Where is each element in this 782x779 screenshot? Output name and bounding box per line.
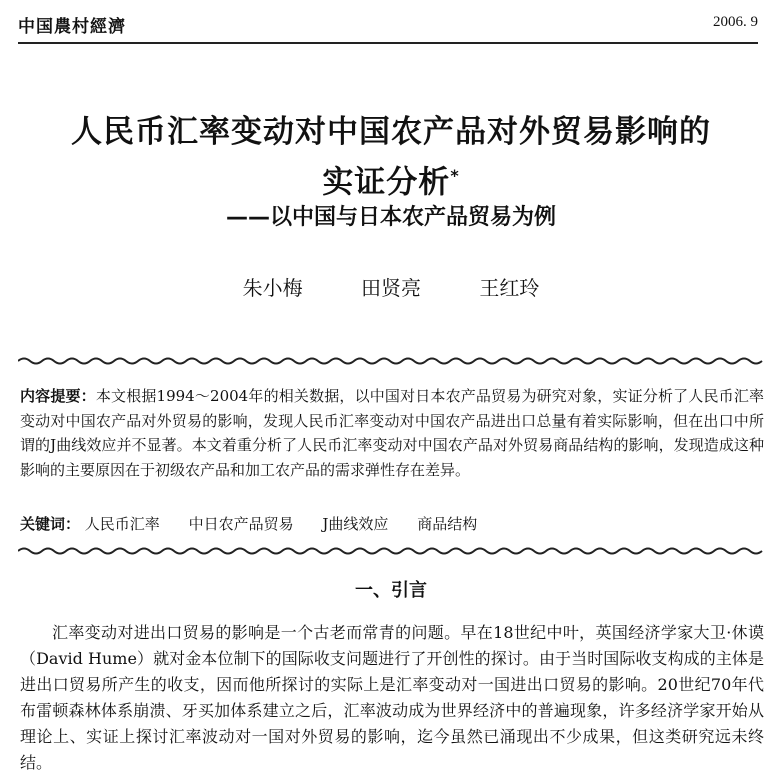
keyword: 中日农产品贸易 — [188, 515, 294, 533]
article-title — [0, 110, 782, 204]
wave-divider-top — [18, 356, 766, 366]
abstract-text: 本文根据1994～2004年的相关数据，以中国对日本农产品贸易为研究对象，实证分析了人民币汇率变动对中国农产品对外贸易的影响，发现人民币汇率变动对中国农产品进出口总量有着实际影响，但在出口中所谓的J曲线效应并不显著。本文着重分析了人民币汇率变动对中国农产品对外贸易商品结构的影响，发现造成这种影响的主要原因在于初级农产品和加工农产品的需求弹性存在差异。 — [20, 387, 764, 479]
wave-divider-bottom — [18, 546, 766, 556]
author-list — [0, 272, 782, 301]
author-name: 朱小梅 — [242, 276, 303, 300]
issue-date: 2006. 9 — [713, 14, 758, 30]
abstract — [20, 384, 764, 482]
keyword: J曲线效应 — [322, 515, 389, 533]
author-name: 田贤亮 — [361, 276, 421, 300]
keywords-label: 关键词： — [20, 515, 81, 533]
abstract-label: 内容提要： — [20, 387, 96, 405]
body-paragraph: 汇率变动对进出口贸易的影响是一个古老而常青的问题。早在18世纪中叶，英国经济学家大卫·休谟（David Hume）就对金本位制下的国际收支问题进行了开创性的探讨。由于当时国际收支构成的主体是进出口贸易所产生的收支，因而他所探讨的实际上是汇率变动对一国进出口贸易的影响。20世纪70年代布雷顿森林体系崩溃、牙买加体系建立之后，汇率波动成为世界经济中的普遍现象，许多经济学家开始从理论上、实证上探讨汇率波动对一国对外贸易的影响，迄今虽然已涌现出不少成果，但这类研究远未终结。 — [20, 623, 764, 772]
journal-name: 中国農村經濟 — [18, 17, 126, 37]
title-line-2-text: 实证分析 — [322, 164, 451, 201]
keyword: 人民币汇率 — [84, 515, 160, 533]
keyword: 商品结构 — [417, 515, 478, 533]
section-heading: 一、引言 — [355, 580, 427, 601]
title-line-2 — [0, 154, 782, 204]
journal-header — [18, 8, 758, 44]
author-name: 王红玲 — [479, 276, 540, 300]
title-footnote-mark: * — [450, 166, 460, 185]
keywords — [20, 512, 764, 536]
article-subtitle: ——以中国与日本农产品贸易为例 — [225, 205, 556, 230]
title-line-1: 人民币汇率变动对中国农产品对外贸易影响的 — [71, 114, 711, 150]
